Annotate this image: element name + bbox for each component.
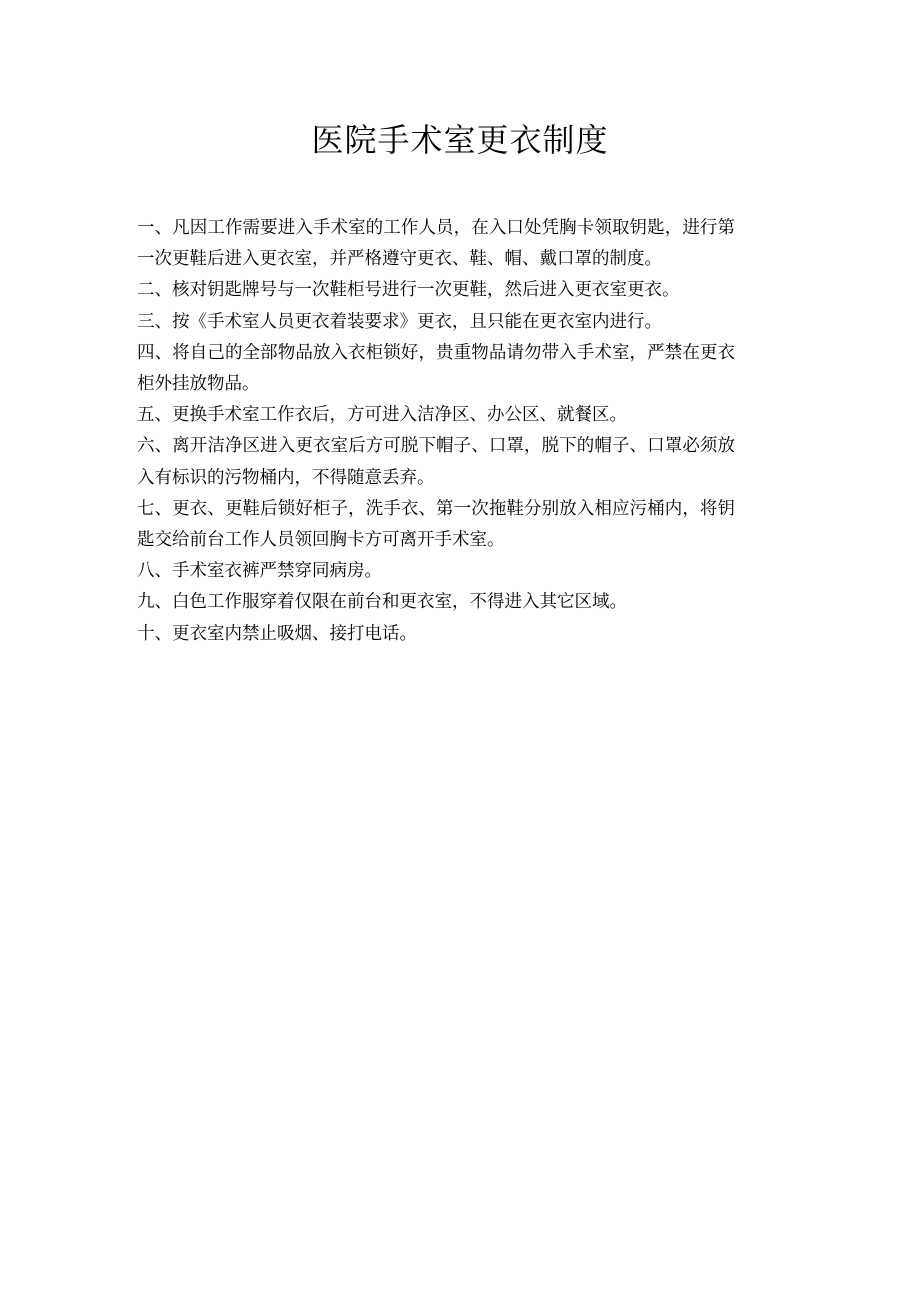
- rule-item-1: 一、凡因工作需要进入手术室的工作人员，在入口处凭胸卡领取钥匙，进行第一次更鞋后进入更衣室，并严格遵守更衣、鞋、帽、戴口罩的制度。: [137, 218, 735, 270]
- rule-item-10: 十、更衣室内禁止吸烟、接打电话。: [137, 623, 417, 644]
- rule-item-4: 四、将自己的全部物品放入衣柜锁好，贵重物品请勿带入手术室，严禁在更衣柜外挂放物品。: [137, 342, 735, 395]
- rule-item-9: 九、白色工作服穿着仅限在前台和更衣室，不得进入其它区域。: [137, 592, 627, 613]
- rule-item-8: 八、手术室衣裤严禁穿同病房。: [137, 561, 382, 582]
- rules-list: [137, 213, 735, 650]
- rule-item-6: 六、离开洁净区进入更衣室后方可脱下帽子、口罩，脱下的帽子、口罩必须放入有标识的污物桶内，不得随意丢弃。: [137, 436, 735, 488]
- rule-item-5: 五、更换手术室工作衣后，方可进入洁净区、办公区、就餐区。: [137, 405, 627, 426]
- rule-item-7: 七、更衣、更鞋后锁好柜子，洗手衣、第一次拖鞋分别放入相应污桶内，将钥匙交给前台工作人员领回胸卡方可离开手术室。: [137, 498, 735, 551]
- rule-item-3: 三、按《手术室人员更衣着装要求》更衣，且只能在更衣室内进行。: [137, 311, 662, 332]
- rule-item-2: 二、核对钥匙牌号与一次鞋柜号进行一次更鞋，然后进入更衣室更衣。: [137, 280, 680, 301]
- document-title: 医院手术室更衣制度: [311, 121, 609, 159]
